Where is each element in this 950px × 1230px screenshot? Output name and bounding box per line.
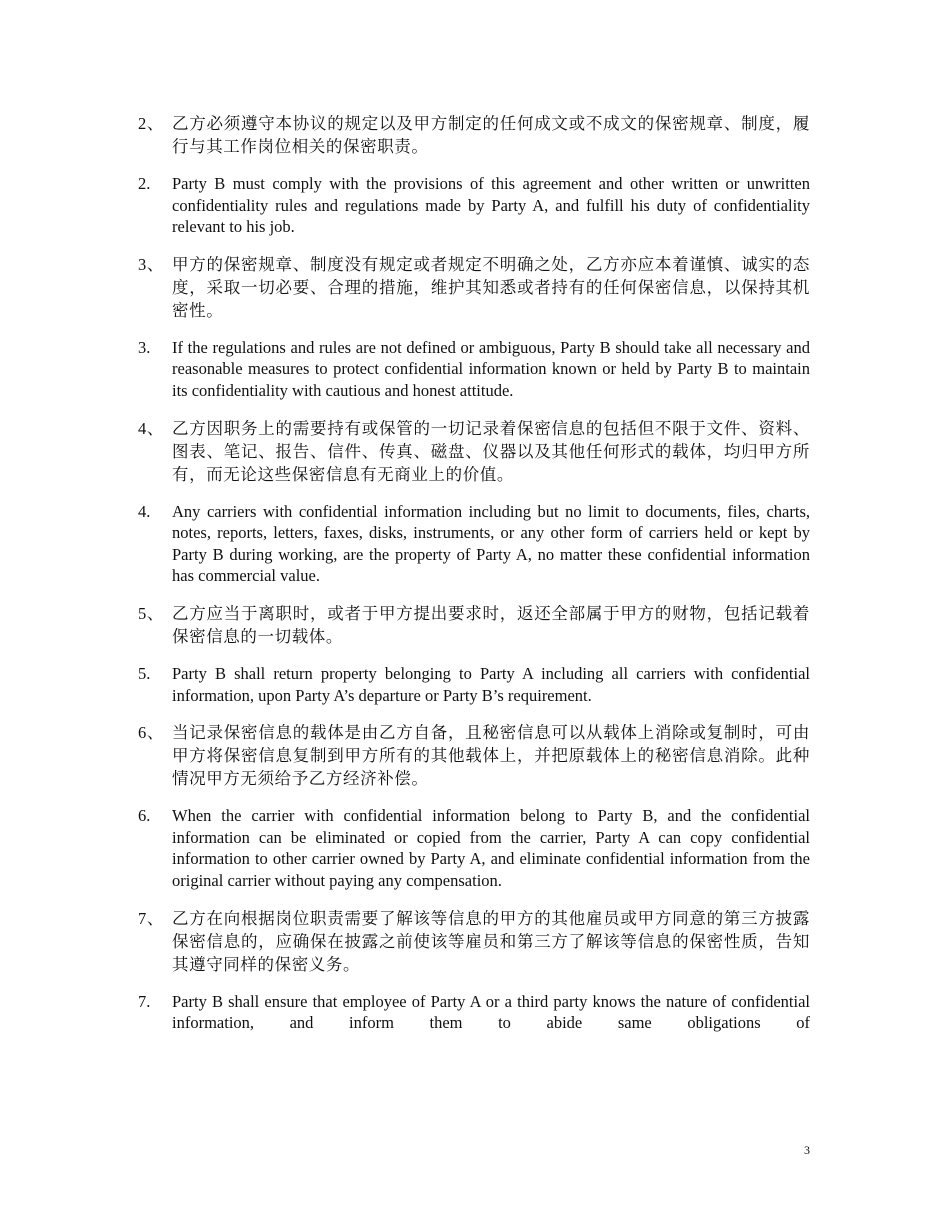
clause-2-zh <box>138 112 810 158</box>
document-page <box>138 112 810 1049</box>
clause-3-zh <box>138 253 810 322</box>
clause-7-zh <box>138 907 810 976</box>
clause-text: If the regulations and rules are not defined or ambiguous, Party B should take all necessary and reasonable measures to protect confidential information known or held by Party B to maintain its confidentiality with cautious and honest attitude. <box>172 337 810 400</box>
clause-3-en <box>138 337 810 402</box>
clause-number: 5、 <box>138 603 164 623</box>
clause-text: 乙方应当于离职时，或者于甲方提出要求时，返还全部属于甲方的财物，包括记载着保密信息的一切载体。 <box>172 603 810 646</box>
clause-6-zh <box>138 721 810 790</box>
page-number: 3 <box>804 1143 810 1157</box>
clause-text: 乙方必须遵守本协议的规定以及甲方制定的任何成文或不成文的保密规章、制度，履行与其工作岗位相关的保密职责。 <box>172 114 810 156</box>
clause-4-en <box>138 501 810 587</box>
clause-text: 甲方的保密规章、制度没有规定或者规定不明确之处，乙方亦应本着谨慎、诚实的态度，采取一切必要、合理的措施，维护其知悉或者持有的任何保密信息，以保持其机密性。 <box>172 254 810 320</box>
clause-text: Party B shall return property belonging to Party A including all carriers with confidential information, upon Party A’s departure or Party B’s requirement. <box>172 663 810 705</box>
clause-number: 4、 <box>138 418 164 438</box>
clause-number: 7、 <box>138 908 164 928</box>
clause-5-zh <box>138 602 810 648</box>
clause-text: Party B shall ensure that employee of Party A or a third party knows the nature of confidential information, and inform them to abide same obligations of <box>172 991 810 1033</box>
clause-text: 当记录保密信息的载体是由乙方自备，且秘密信息可以从载体上消除或复制时，可由甲方将保密信息复制到甲方所有的其他载体上，并把原载体上的秘密信息消除。此种情况甲方无须给予乙方经济补偿。 <box>172 723 810 789</box>
clause-number: 3、 <box>138 254 164 274</box>
clause-number: 2. <box>138 174 151 193</box>
clause-5-en <box>138 663 810 706</box>
clause-number: 2、 <box>138 114 164 133</box>
clause-number: 7. <box>138 991 151 1011</box>
clause-text: 乙方在向根据岗位职责需要了解该等信息的甲方的其他雇员或甲方同意的第三方披露保密信息的，应确保在披露之前使该等雇员和第三方了解该等信息的保密性质，告知其遵守同样的保密义务。 <box>172 908 810 974</box>
clause-4-zh <box>138 417 810 486</box>
clause-number: 3. <box>138 337 151 357</box>
clause-2-en <box>138 173 810 238</box>
clause-7-en <box>138 991 810 1034</box>
clause-text: Party B must comply with the provisions of this agreement and other written or unwritten confidentiality rules and regulations made by Party A, and fulfill his duty of confidentiality relevant to his job. <box>172 174 810 237</box>
clause-number: 6. <box>138 806 151 826</box>
clause-number: 4. <box>138 501 151 521</box>
clause-text: 乙方因职务上的需要持有或保管的一切记录着保密信息的包括但不限于文件、资料、图表、笔记、报告、信件、传真、磁盘、仪器以及其他任何形式的载体，均归甲方所有，而无论这些保密信息有无商业上的价值。 <box>172 418 810 484</box>
clause-text: Any carriers with confidential information including but no limit to documents, files, charts, notes, reports, letters, faxes, disks, instruments, or any other form of carriers held or kept by Party B during working, are the property of Party A, no matter these confidential information has commercial value. <box>172 501 810 586</box>
clause-text: When the carrier with confidential information belong to Party B, and the confidential information can be eliminated or copied from the carrier, Party A can copy confidential information to other carrier owned by Party A, and eliminate confidential information from the original carrier without paying any compensation. <box>172 806 810 890</box>
clause-number: 6、 <box>138 723 164 743</box>
clause-number: 5. <box>138 663 151 683</box>
clause-6-en <box>138 805 810 891</box>
